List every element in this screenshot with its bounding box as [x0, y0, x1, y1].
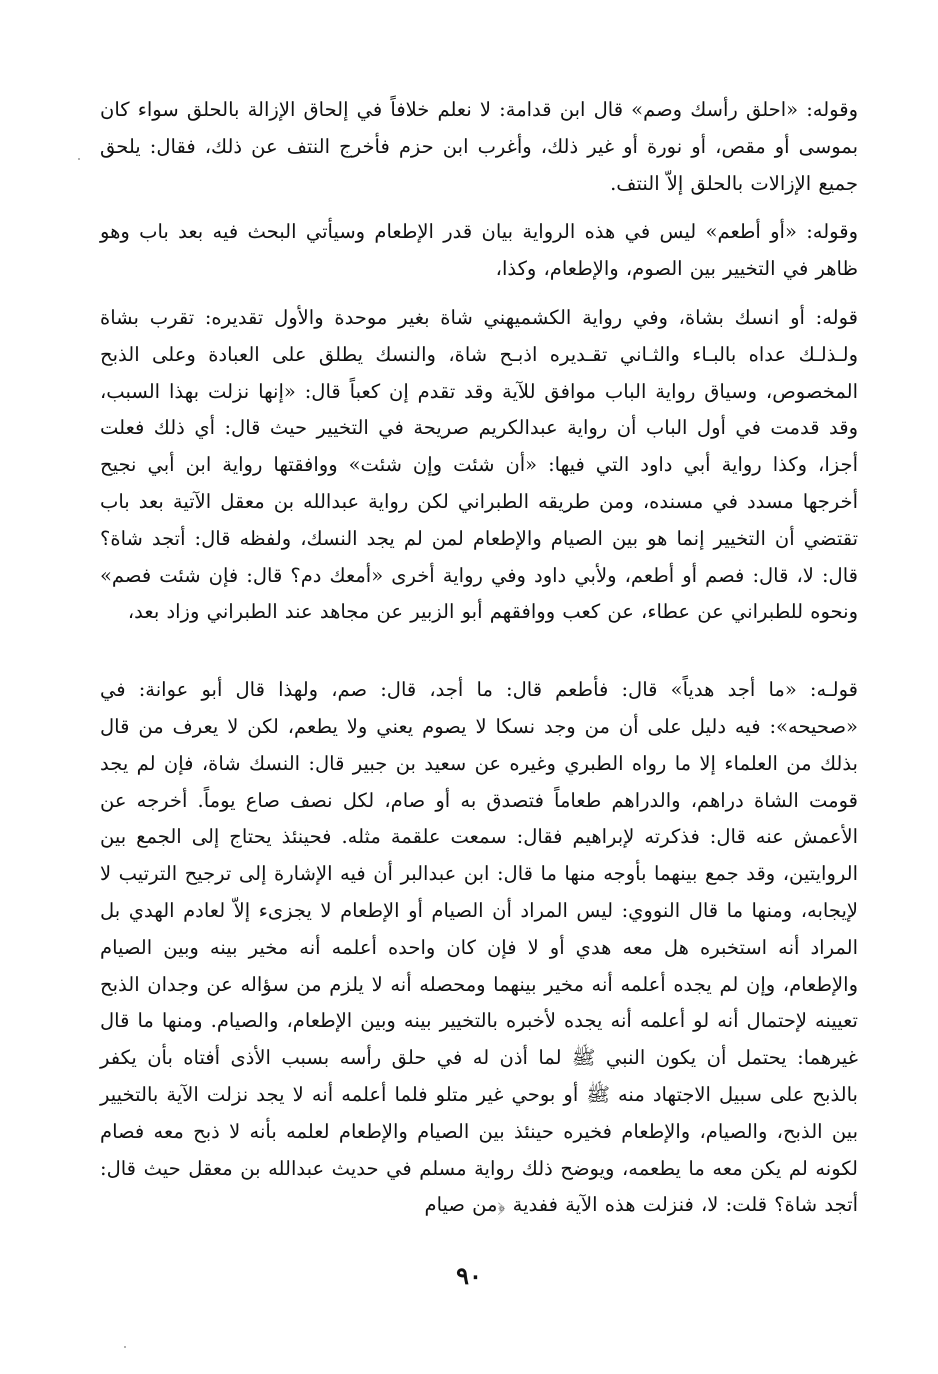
page-number: ٩٠: [456, 1261, 482, 1290]
document-body: [100, 92, 858, 1224]
paragraph-shaving-ruling: وقوله: «احلق رأسك وصم» قال ابن قدامة: لا نعلم خلافاً في إلحاق الإزالة بالحلق سواء كان بموسى أو مقص، أو نورة أو غير ذلك، وأغرب ابن حزم فأخرج النتف عن ذلك، فقال: يلحق جميع الإزالات بالحلق إلاّ النتف.: [100, 98, 858, 195]
scan-speck: [78, 158, 80, 160]
paragraph-feeding-ruling: وقوله: «أو أطعم» ليس في هذه الرواية بيان قدر الإطعام وسيأتي البحث فيه بعد باب وهو ظاهر في التخيير بين الصوم، والإطعام، وكذا،: [100, 220, 858, 281]
paragraph-no-offering-ruling: قولـه: «ما أجد هدياً» قال: فأطعم قال: ما أجد، قال: صم، ولهذا قال أبو عوانة: في «صحيحه»: فيه دليل على أن من وجد نسكا لا يصوم يعني ولا يطعم، لكن لا يعرف من قال بذلك من العلماء إلا ما رواه الطبري وغيره عن سعيد بن جبير قال: النسك شاة، فإن لم يجد قومت الشاة دراهم، والدراهم طعاماً فتصدق به أو صام، لكل نصف صاع يوماً. أخرجه عن الأعمش عنه قال: فذكرته لإبراهيم فقال: سمعت علقمة مثله. فحينئذ يحتاج إلى الجمع بين الروايتين، وقد جمع بينهما بأوجه منها ما قال: ابن عبدالبر أن فيه الإشارة إلى ترجيح الترتيب لا لإيجابه، ومنها ما قال النووي: ليس المراد أن الصيام أو الإطعام لا يجزىء إلاّ لعادم الهدي بل المراد أنه استخبره هل معه هدي أو لا فإن كان واحده أعلمه أنه مخير بينه وبين الصيام والإطعام، وإن لم يجده أعلمه أنه مخير بينهما ومحصله أنه لا يلزم من سؤاله عن وجدان الذبح تعيينه لإحتمال أنه لو أعلمه أنه يجده لأخبره بالتخيير بينه وبين الإطعام، والصيام. ومنها ما قال غيرهما: يحتمل أن يكون النبي ﷺ لما أذن له في حلق رأسه بسبب الأذى أفتاه بأن يكفر بالذبح على سبيل الاجتهاد منه ﷺ أو بوحي غير متلو فلما أعلمه أنه لا يجد نزلت الآية بالتخيير بين الذبح، والصيام، والإطعام فخيره حينئذ بين الصيام والإطعام لعلمه بأنه لا ذبح معه فصام لكونه لم يكن معه ما يطعمه، ويوضح ذلك رواية مسلم في حديث عبدالله بن معقل حيث قال: أتجد شاة؟ قلت: لا، فنزلت هذه الآية ففدية ﴿من صيام: [100, 678, 858, 1217]
paragraph-sacrifice-ruling: قوله: أو انسك بشاة، وفي رواية الكشميهني شاة بغير موحدة والأول تقديره: تقرب بشاة ولـذلـك عداه بالبـاء والثـاني تقـديره اذبـح شاة، والنسك يطلق على العبادة وعلى الذبح المخصوص، وسياق رواية الباب موافق للآية وقد تقدم إن كعباً قال: «إنها نزلت بهذا السبب، وقد قدمت في أول الباب أن رواية عبدالكريم صريحة في التخيير حيث قال: أي ذلك فعلت أجزا، وكذا رواية أبي داود التي فيها: «أن شئت وإن شئت» ووافقتها رواية ابن أبي نجيح أخرجها مسدد في مسنده، ومن طريقه الطبراني لكن رواية عبدالله بن معقل الآتية بعد باب تقتضي أن التخيير إنما هو بين الصيام والإطعام لمن لم يجد النسك، ولفظه قال: أتجد شاة؟ قال: لا، قال: فصم أو أطعم، ولأبي داود وفي رواية أخرى «أمعك دم؟ قال: فإن شئت فصم» ونحوه للطبراني عن عطاء، عن كعب ووافقهم أبو الزبير عن مجاهد عند الطبراني وزاد بعد،: [100, 305, 858, 624]
scan-speck: [124, 1346, 126, 1348]
